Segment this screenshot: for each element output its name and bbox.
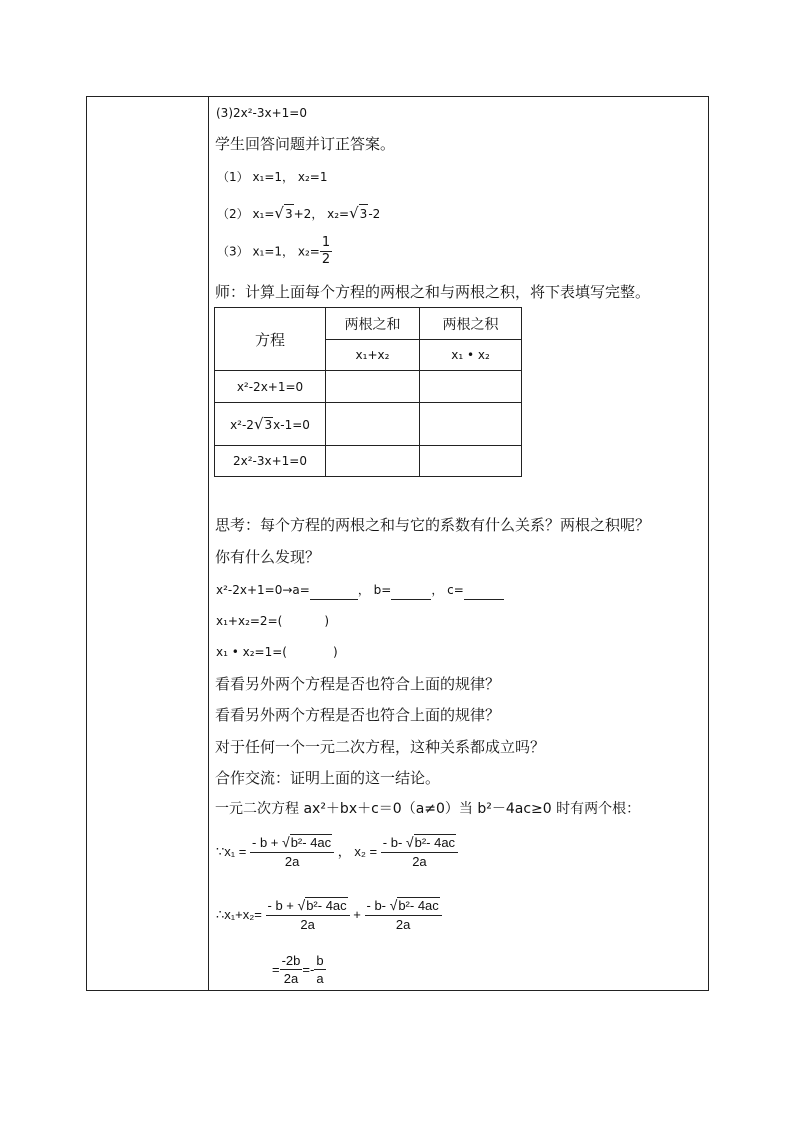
answer-3-numerator: 1: [321, 235, 331, 250]
roots-formula: [216, 834, 458, 870]
teacher-instruction: 师：计算上面每个方程的两根之和与两根之积，将下表填写完整。: [215, 283, 651, 301]
check-line-1: 看看另外两个方程是否也符合上面的规律？: [215, 675, 501, 693]
sqrt-3: 3: [284, 204, 294, 223]
root2-fraction: $\frac{\text{- b- √b²- 4ac}}{2a}$: [381, 834, 458, 870]
sum-fraction-2: $\frac{\text{- b- √b²- 4ac}}{2a}$: [365, 897, 442, 933]
product-label: x₁ • x₂=1=(: [216, 645, 287, 659]
coef-b-label: ， b=: [357, 583, 392, 597]
answer-2-suffix: -2: [368, 207, 381, 221]
general-equation-line: 一元二次方程 ax²＋bx＋c＝0（a≠0）当 b²－4ac≥0 时有两个根：: [215, 801, 641, 817]
coef-label: x²-2x+1=0→a=: [216, 583, 310, 597]
header-sum-formula: x₁+x₂: [326, 340, 420, 371]
header-sum: 两根之和: [326, 308, 420, 340]
answer-2-prefix: （2） x₁=: [217, 207, 275, 221]
equation-3: (3)2x²-3x+1=0: [216, 106, 307, 120]
blank-c: [464, 581, 504, 600]
table-row-equation-1: x²-2x+1=0: [215, 371, 326, 403]
discovery-question: 你有什么发现？: [215, 548, 321, 566]
header-equation: 方程: [215, 308, 326, 371]
sum-proof-label: ∴x₁+x₂=: [216, 907, 262, 922]
sum-label: x₁+x₂=2=(: [216, 614, 283, 628]
root-sum-product-table: [214, 307, 522, 477]
table-cell-product-2: [420, 403, 522, 446]
check-line-2: 看看另外两个方程是否也符合上面的规律？: [215, 706, 501, 724]
student-answer-text: 学生回答问题并订正答案。: [215, 135, 396, 153]
b-over-a: $\frac{b}{a}$: [316, 953, 324, 986]
blank-b: [391, 581, 431, 600]
neg2b-over-2a: $\frac{-2b}{2a}$: [281, 953, 301, 986]
product-line: x₁ • x₂=1=( ): [216, 645, 338, 659]
coef-c-label: ， c=: [431, 583, 464, 597]
sum-proof: ∴x₁+x₂= $\frac{\text{- b + √b²- 4ac}}{2a}$ + $\frac{\text{- b- √b²- 4ac}}{2a}$: [216, 897, 442, 933]
column-divider: [208, 97, 209, 990]
table-row-equation-2: x²-2√3x-1=0: [215, 403, 326, 446]
sum-line: x₁+x₂=2=( ): [216, 614, 329, 628]
x1-label: ∵x₁ =: [216, 844, 247, 859]
header-product-formula: x₁ • x₂: [420, 340, 522, 371]
table-cell-sum-2: [326, 403, 420, 446]
answer-3-denominator: 2: [321, 252, 331, 267]
answer-3-prefix: （3） x₁=1， x₂=: [217, 244, 320, 259]
x2-label: ， x₂ =: [337, 844, 378, 859]
table-cell-product-1: [420, 371, 522, 403]
table-cell-sum-1: [326, 371, 420, 403]
general-question: 对于任何一个一元二次方程，这种关系都成立吗？: [215, 738, 546, 756]
think-question: 思考：每个方程的两根之和与它的系数有什么关系？两根之积呢？: [215, 516, 651, 534]
table-cell-sum-3: [326, 446, 420, 477]
answer-1: （1） x₁=1， x₂=1: [217, 170, 328, 184]
answer-2-mid: +2， x₂=: [293, 207, 350, 221]
root1-fraction: $\frac{\text{- b + √b²- 4ac}}{2a}$: [250, 834, 334, 870]
table-cell-product-3: [420, 446, 522, 477]
table-row-equation-3: 2x²-3x+1=0: [215, 446, 326, 477]
cooperate-line: 合作交流：证明上面的这一结论。: [215, 769, 441, 787]
sqrt-3-b: 3: [359, 204, 369, 223]
sum-fraction-1: $\frac{\text{- b + √b²- 4ac}}{2a}$: [266, 897, 350, 933]
sum-simplification: = $\frac{-2b}{2a}$ =- $\frac{b}{a}$: [272, 953, 324, 986]
answer-3: [217, 236, 332, 267]
header-product: 两根之积: [420, 308, 522, 340]
blank-a: [310, 581, 358, 600]
answer-2: （2） x₁=√3+2， x₂=√3-2: [217, 204, 381, 222]
coefficient-line: [216, 581, 504, 600]
